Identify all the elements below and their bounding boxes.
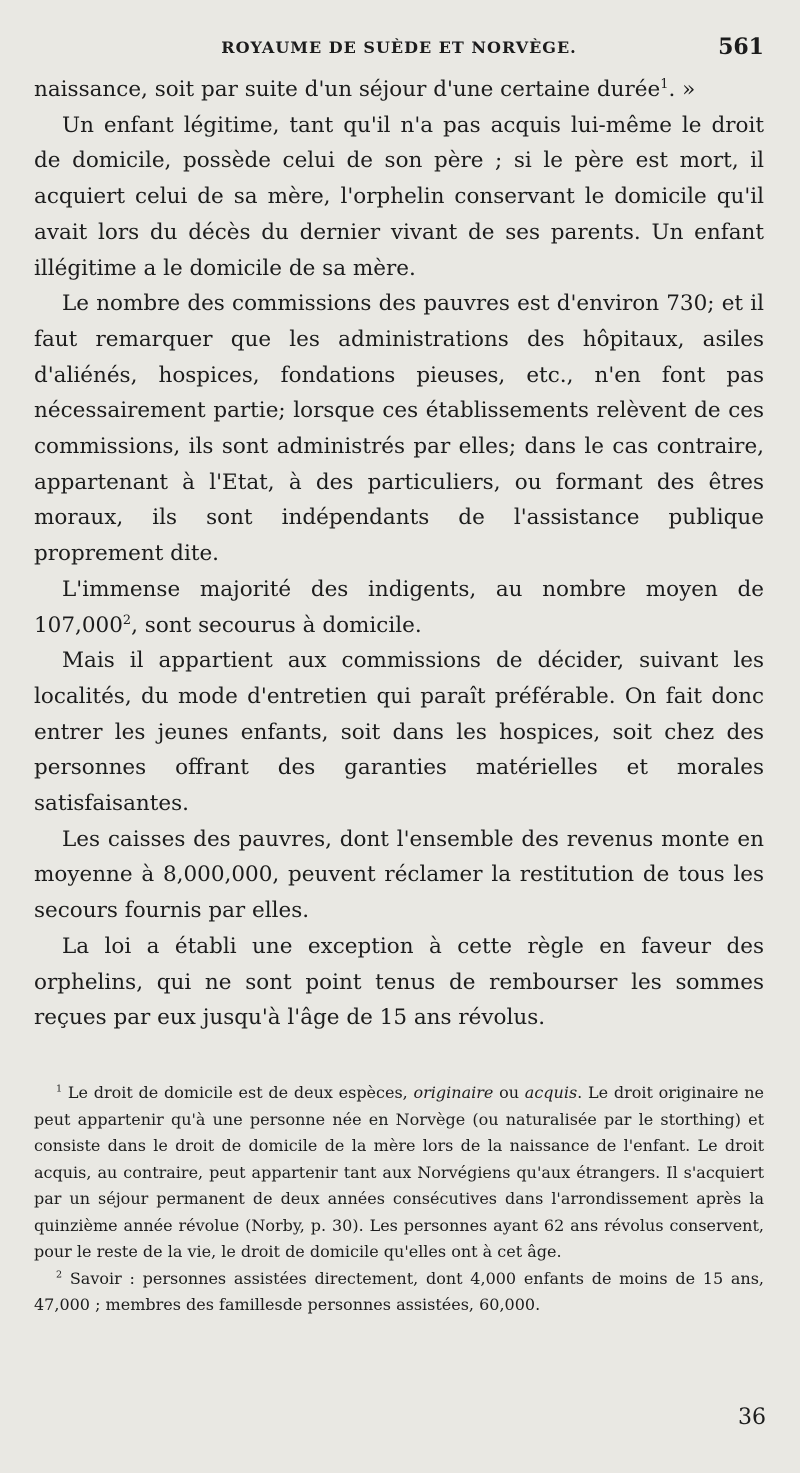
paragraph-text: . » (668, 77, 696, 102)
footnote-term: originaire (413, 1083, 494, 1102)
footnote-text: . Le droit originaire ne peut appartenir qu'à une personne née en Norvège (ou naturalisée par le storthing) et consiste dans le droit de domicile de la mère lors de la naissance de l'enfant. Le droit acquis, au contraire, peut appartenir tant aux Norvégiens qu'aux étrangers. Il s'acquiert par un séjour permanent de deux années consécutives dans l'arrondissement après la quinzième année révolue (Norby, p. 30). Les personnes ayant 62 ans révolus conservent, pour le reste de la vie, le droit de domicile qu'elles ont à cet âge. (34, 1083, 765, 1261)
footnote-ref: 1 (660, 76, 669, 92)
signature-mark: 36 (738, 1405, 766, 1430)
footnote-ref: 2 (122, 612, 132, 628)
page-number: 561 (718, 34, 764, 60)
footnote-text: Le droit de domicile est de deux espèces, (67, 1083, 414, 1102)
paragraph (34, 572, 764, 643)
page-header (34, 30, 764, 66)
footnote-mark: 1 (56, 1083, 63, 1095)
paragraph: Les caisses des pauvres, dont l'ensemble des revenus monte en moyenne à 8,000,000, peuvent réclamer la restitution de tous les secours fournis par elles. (34, 826, 764, 924)
paragraph: La loi a établi une exception à cette règle en faveur des orphelins, qui ne sont point tenus de rembourser les sommes reçues par eux jusqu'à l'âge de 15 ans révolus. (34, 933, 764, 1031)
paragraph: Le nombre des commissions des pauvres est d'environ 730; et il faut remarquer que les administrations des hôpitaux, asiles d'aliénés, hospices, fondations pieuses, etc., n'en font pas nécessairement partie; lorsque ces établissements relèvent de ces commissions, ils sont administrés par elles; dans le cas contraire, appartenant à l'Etat, à des particuliers, ou formant des êtres moraux, ils sont indépendants de l'assistance publique proprement dite. (34, 291, 764, 567)
running-title: ROYAUME DE SUÈDE ET NORVÈGE. (221, 38, 577, 57)
paragraph-text: , sont secourus à domicile. (131, 612, 422, 638)
footnote-text: ou (493, 1083, 525, 1102)
footnote-text: Savoir : personnes assistées directement, dont 4,000 enfants de moins de 15 ans, 47,000 ; membres des famillesde personnes assistées, 60,000. (34, 1268, 764, 1314)
paragraph: Un enfant légitime, tant qu'il n'a pas acquis lui-même le droit de domicile, possède celui de son père ; si le père est mort, il acquiert celui de sa mère, l'orphelin conservant le domicile qu'il avait lors du décès du dernier vivant de ses parents. Un enfant illégitime a le domicile de sa mère. (34, 112, 764, 281)
footnotes (34, 1080, 764, 1319)
paragraph-text: naissance, soit par suite d'un séjour d'une certaine durée (34, 77, 661, 102)
body-text (34, 72, 764, 1036)
footnote-mark: 2 (56, 1269, 63, 1281)
paragraph (34, 72, 764, 108)
footnote-term: acquis (524, 1083, 578, 1102)
paragraph: Mais il appartient aux commissions de décider, suivant les localités, du mode d'entretien qui paraît préférable. On fait donc entrer les jeunes enfants, soit dans les hospices, soit chez des personnes offrant des garanties matérielles et morales satisfaisantes. (34, 648, 764, 817)
footnote (34, 1266, 764, 1319)
footnote (34, 1080, 764, 1266)
paragraph-text: L'immense majorité des indigents, au nombre moyen de 107,000 (34, 576, 764, 638)
